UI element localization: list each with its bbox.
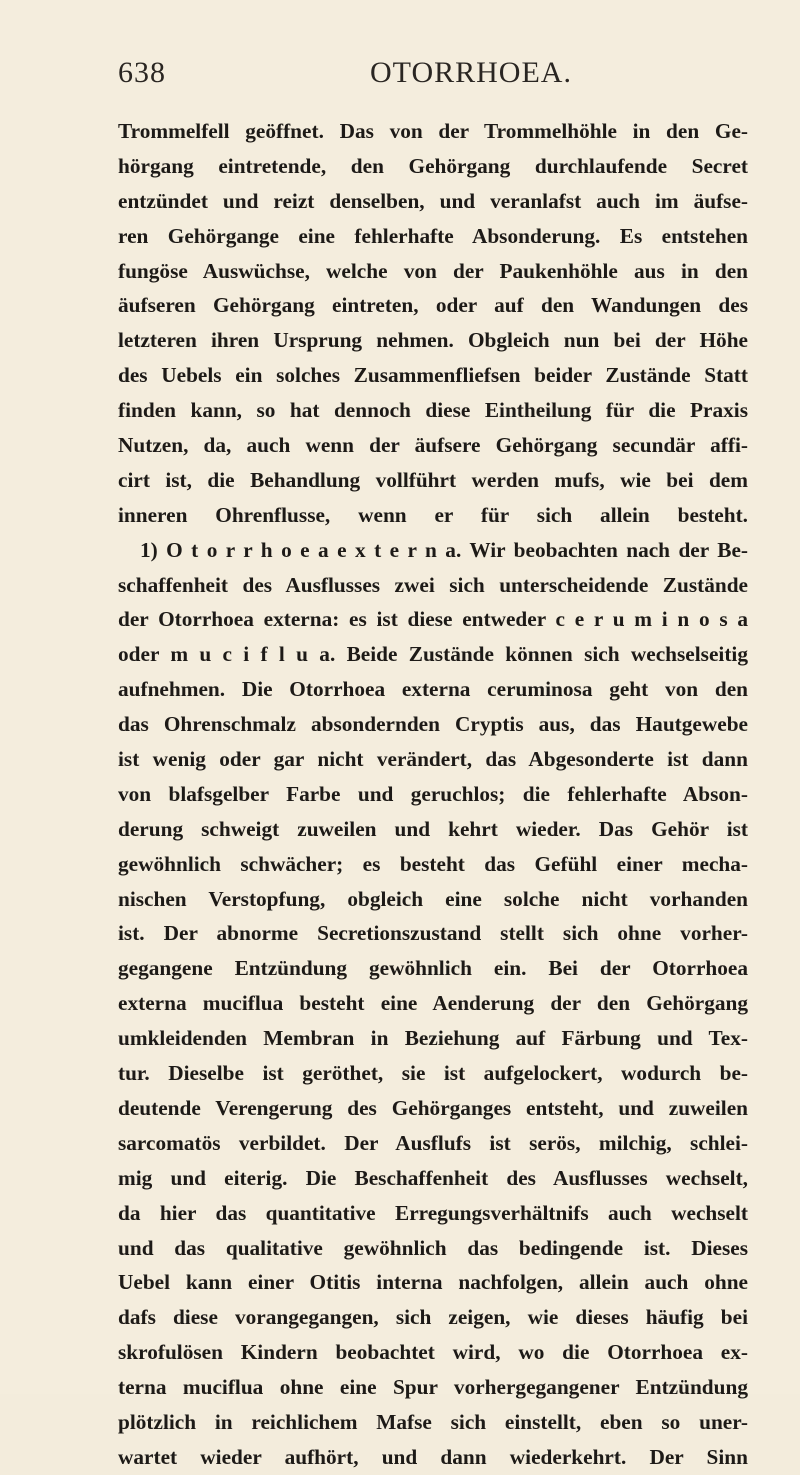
text-line: umkleidenden Membran in Beziehung auf Färbung und Tex-: [118, 1026, 748, 1051]
text-line: deutende Verengerung des Gehörganges entsteht, und zuweilen: [118, 1095, 748, 1120]
text-line: aufnehmen. Die Otorrhoea externa ceruminosa geht von den: [118, 677, 748, 702]
text-line: des Uebels ein solches Zusammenfliefsen beider Zustände Statt: [118, 363, 748, 388]
text-line: gewöhnlich schwächer; es besteht das Gefühl einer mecha-: [118, 851, 748, 876]
page-number: 638: [118, 56, 166, 89]
text-line: das Ohrenschmalz absondernden Cryptis aus, das Hautgewebe: [118, 712, 748, 737]
text-line: da hier das quantitative Erregungsverhältnifs auch wechselt: [118, 1200, 748, 1225]
text-line: skrofulösen Kindern beobachtet wird, wo die Otorrhoea ex-: [118, 1340, 748, 1365]
text-line: plötzlich in reichlichem Mafse sich einstellt, eben so uner-: [118, 1409, 748, 1434]
text-line: wartet wieder aufhört, und dann wiederkehrt. Der Sinn: [118, 1444, 748, 1469]
text-line: von blafsgelber Farbe und geruchlos; die fehlerhafte Abson-: [118, 781, 748, 806]
text-line: letzteren ihren Ursprung nehmen. Obgleich nun bei der Höhe: [118, 328, 748, 353]
text-line: dafs diese vorangegangen, sich zeigen, wie dieses häufig bei: [118, 1305, 748, 1330]
text-line: gegangene Entzündung gewöhnlich ein. Bei der Otorrhoea: [118, 956, 748, 981]
text-line: sarcomatös verbildet. Der Ausflufs ist serös, milchig, schlei-: [118, 1130, 748, 1155]
text-line: äufseren Gehörgang eintreten, oder auf den Wandungen des: [118, 293, 748, 318]
text-line: entzündet und reizt denselben, und veranlafst auch im äufse-: [118, 188, 748, 213]
text-line: Uebel kann einer Otitis interna nachfolgen, allein auch ohne: [118, 1270, 748, 1295]
text-line: Trommelfell geöffnet. Das von der Trommelhöhle in den Ge-: [118, 119, 748, 143]
text-line: fungöse Auswüchse, welche von der Paukenhöhle aus in den: [118, 258, 748, 283]
running-title: OTORRHOEA.: [370, 56, 572, 89]
text-line: schaffenheit des Ausflusses zwei sich unterscheidende Zustände: [118, 572, 748, 597]
text-line: Nutzen, da, auch wenn der äufsere Gehörgang secundär affi-: [118, 433, 748, 458]
text-line: hörgang eintretende, den Gehörgang durchlaufende Secret: [118, 153, 748, 178]
text-line: mig und eiterig. Die Beschaffenheit des Ausflusses wechselt,: [118, 1165, 748, 1190]
text-line: tur. Dieselbe ist geröthet, sie ist aufgelockert, wodurch be-: [118, 1061, 748, 1086]
text-line: terna muciflua ohne eine Spur vorhergegangener Entzündung: [118, 1375, 748, 1400]
text-line: der Otorrhoea externa: es ist diese entweder c e r u m i n o s a: [118, 607, 748, 632]
text-line: externa muciflua besteht eine Aenderung der den Gehörgang: [118, 991, 748, 1016]
text-line: und das qualitative gewöhnlich das bedingende ist. Dieses: [118, 1235, 748, 1260]
text-line: 1) O t o r r h o e a e x t e r n a. Wir beobachten nach der Be-: [140, 537, 748, 562]
text-line: derung schweigt zuweilen und kehrt wieder. Das Gehör ist: [118, 816, 748, 841]
body-text: [118, 114, 748, 1475]
text-line: nischen Verstopfung, obgleich eine solche nicht vorhanden: [118, 886, 748, 911]
text-line: ren Gehörgange eine fehlerhafte Absonderung. Es entstehen: [118, 223, 748, 248]
text-line: oder m u c i f l u a. Beide Zustände können sich wechselseitig: [118, 642, 748, 667]
page-header: [118, 56, 740, 96]
text-line: ist. Der abnorme Secretionszustand stellt sich ohne vorher-: [118, 921, 748, 946]
text-line: inneren Ohrenflusse, wenn er für sich allein besteht.: [118, 502, 748, 527]
text-line: finden kann, so hat dennoch diese Eintheilung für die Praxis: [118, 398, 748, 423]
text-line: cirt ist, die Behandlung vollführt werden mufs, wie bei dem: [118, 467, 748, 492]
text-line: ist wenig oder gar nicht verändert, das Abgesonderte ist dann: [118, 747, 748, 772]
